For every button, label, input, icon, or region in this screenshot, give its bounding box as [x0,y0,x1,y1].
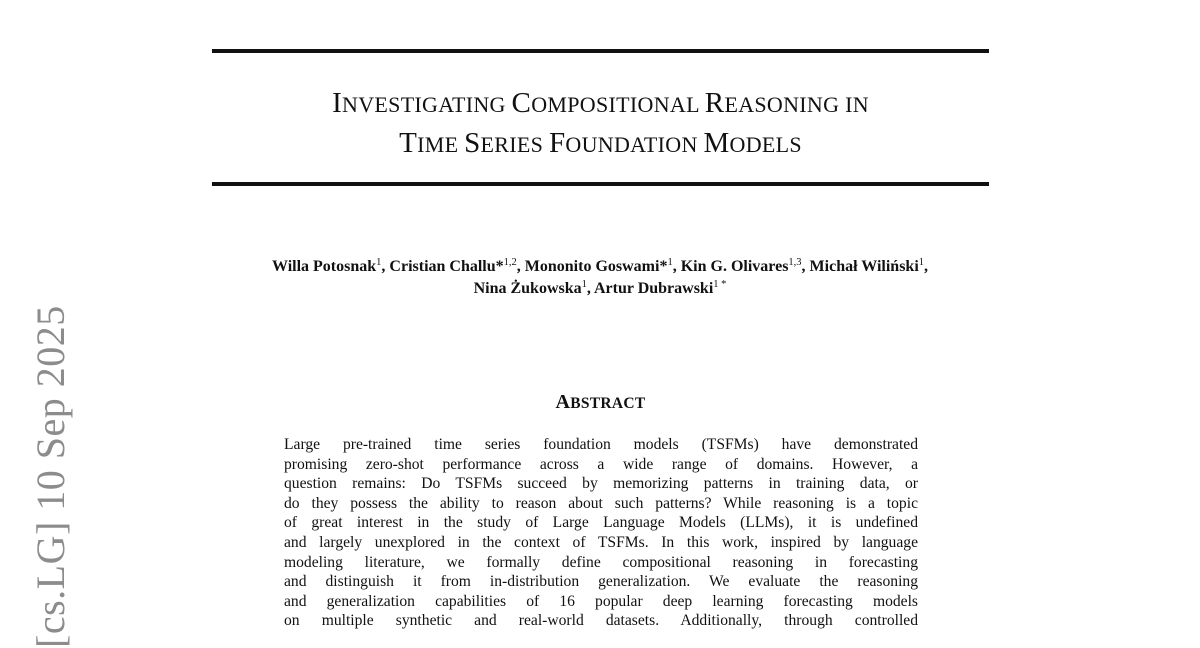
title-line-2: TIME SERIES FOUNDATION MODELS [399,127,802,159]
title-rule-top [212,49,989,53]
author-name: Mononito Goswami* [524,258,668,275]
author-name: Michał Wiliński [809,258,919,275]
author-separator: , [381,258,390,275]
abstract-line: and largely unexplored in the context of TSFMs. In this work, inspired by language [284,533,918,551]
abstract-line: and generalization capabilities of 16 popular deep learning forecasting models [284,592,918,610]
paper-title [212,84,989,164]
author-line-2 [150,278,1050,300]
author-separator: , [672,258,681,275]
author-name: Kin G. Olivares [680,258,789,275]
author-name: Artur Dubrawski [594,280,714,297]
author-affiliation: 1 [581,279,587,290]
arxiv-identifier-stamp: [cs.LG] 10 Sep 2025 [28,305,73,648]
author-separator: , [516,258,525,275]
author-affiliation: 1 [667,257,673,268]
author-affiliation: 1,2 [503,257,517,268]
title-line-1: INVESTIGATING COMPOSITIONAL REASONING IN [332,87,869,119]
abstract-line: promising zero-shot performance across a wide range of domains. However, a [284,455,918,473]
author-affiliation: 1,3 [788,257,802,268]
author-affiliation: 1 [376,257,382,268]
abstract-line: on multiple synthetic and real-world datasets. Additionally, through controlled [284,612,918,630]
author-line-1 [150,256,1050,278]
abstract-line: of great interest in the study of Large Language Models (LLMs), it is undefined [284,514,918,532]
author-affiliation: 1 * [713,279,727,290]
author-separator: , [924,258,929,275]
author-affiliation: 1 [918,257,925,268]
abstract-heading: ABSTRACT [555,391,646,413]
author-name: Nina Żukowska [473,280,582,297]
abstract-line: and distinguish it from in-distribution generalization. We evaluate the reasoning [284,573,918,591]
abstract-text [284,435,918,631]
abstract-line: Large pre-trained time series foundation models (TSFMs) have demonstrated [284,436,918,453]
author-separator: , [801,258,810,275]
author-name: Cristian Challu* [389,258,504,275]
author-name: Willa Potosnak [271,258,377,275]
author-list [150,256,1050,300]
title-rule-bottom [212,182,989,186]
author-separator: , [586,280,594,297]
abstract-line: question remains: Do TSFMs succeed by memorizing patterns in training data, or [284,475,918,493]
abstract-line: do they possess the ability to reason about such patterns? While reasoning is a topic [284,494,918,512]
abstract-line: modeling literature, we formally define compositional reasoning in forecasting [284,553,918,571]
